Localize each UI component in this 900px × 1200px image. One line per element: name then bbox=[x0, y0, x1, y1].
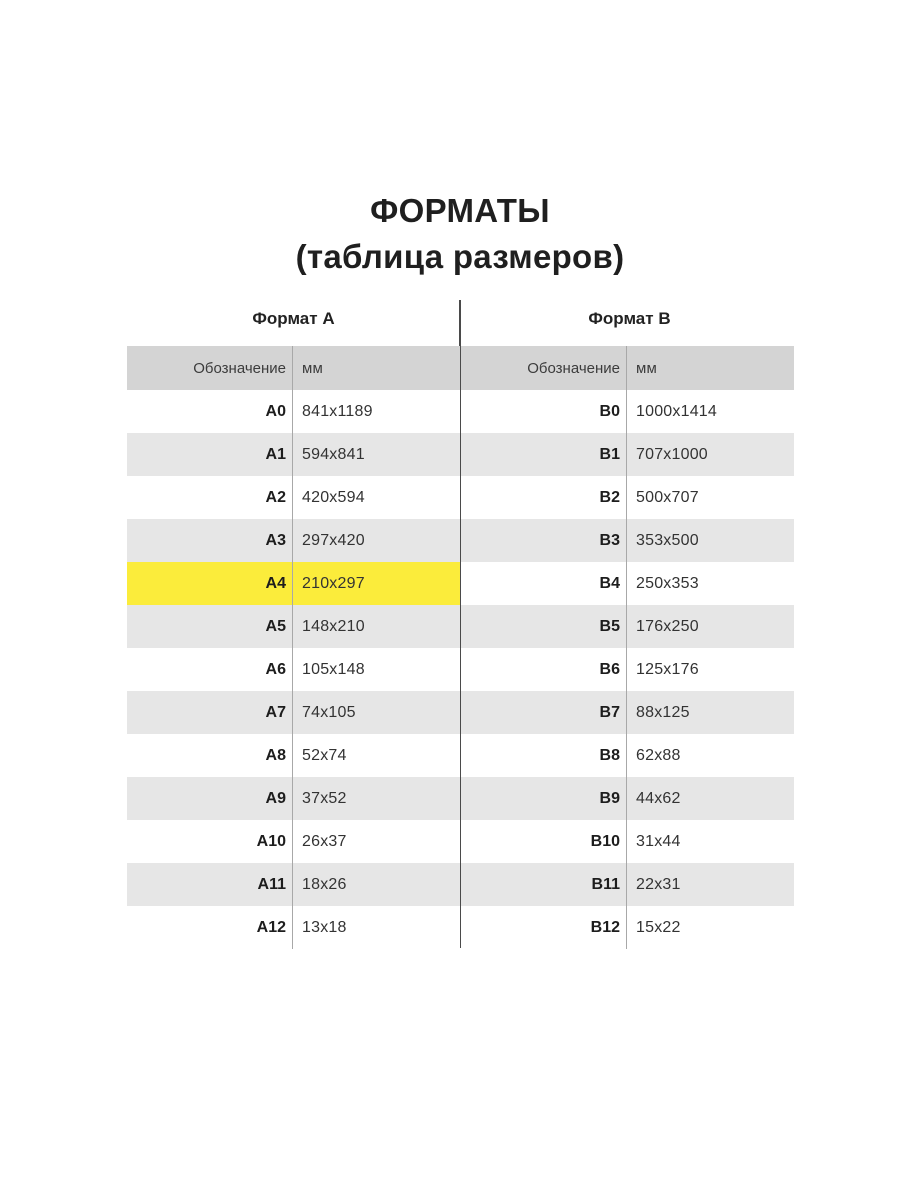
row-designation: B12 bbox=[461, 906, 627, 949]
row-size: 594x841 bbox=[302, 445, 365, 463]
row-designation: A4 bbox=[127, 562, 293, 605]
row-designation: B7 bbox=[461, 691, 627, 734]
row-designation: B1 bbox=[461, 433, 627, 476]
table-row bbox=[461, 390, 794, 433]
table-row bbox=[127, 519, 460, 562]
title-subtitle: (таблица размеров) bbox=[295, 238, 625, 275]
row-size: 31x44 bbox=[636, 832, 681, 850]
row-designation: A10 bbox=[127, 820, 293, 863]
table-row bbox=[127, 906, 460, 949]
table-row bbox=[461, 820, 794, 863]
format-a-table bbox=[127, 300, 460, 949]
table-row bbox=[127, 820, 460, 863]
row-designation: A11 bbox=[127, 863, 293, 906]
row-size: 37x52 bbox=[302, 789, 347, 807]
row-designation: B9 bbox=[461, 777, 627, 820]
row-size: 26x37 bbox=[302, 832, 347, 850]
table-row bbox=[127, 648, 460, 691]
row-size: 176x250 bbox=[636, 617, 699, 635]
row-size: 210x297 bbox=[302, 574, 365, 592]
table-row bbox=[461, 433, 794, 476]
row-size: 52x74 bbox=[302, 746, 347, 764]
table-row bbox=[127, 691, 460, 734]
row-designation: B10 bbox=[461, 820, 627, 863]
table-row bbox=[461, 863, 794, 906]
table-row bbox=[461, 691, 794, 734]
table-row bbox=[127, 390, 460, 433]
row-designation: A3 bbox=[127, 519, 293, 562]
format-b-title: Формат В bbox=[588, 309, 671, 328]
table-row bbox=[461, 777, 794, 820]
row-size: 500x707 bbox=[636, 488, 699, 506]
row-size: 22x31 bbox=[636, 875, 681, 893]
title-main: ФОРМАТЫ bbox=[370, 192, 550, 229]
table-row bbox=[461, 906, 794, 949]
table-row bbox=[127, 433, 460, 476]
row-designation: B3 bbox=[461, 519, 627, 562]
row-size: 44x62 bbox=[636, 789, 681, 807]
row-size: 105x148 bbox=[302, 660, 365, 678]
row-designation: B4 bbox=[461, 562, 627, 605]
row-size: 148x210 bbox=[302, 617, 365, 635]
row-size: 297x420 bbox=[302, 531, 365, 549]
row-size: 74x105 bbox=[302, 703, 356, 721]
table-row bbox=[461, 605, 794, 648]
row-designation: B2 bbox=[461, 476, 627, 519]
row-designation: A8 bbox=[127, 734, 293, 777]
row-size: 15x22 bbox=[636, 918, 681, 936]
page-title bbox=[0, 188, 900, 280]
row-designation: A1 bbox=[127, 433, 293, 476]
table-row bbox=[127, 863, 460, 906]
table-row bbox=[461, 476, 794, 519]
table-row bbox=[461, 519, 794, 562]
header-mm: мм bbox=[302, 359, 324, 377]
row-size: 841x1189 bbox=[302, 402, 373, 420]
table-row bbox=[127, 605, 460, 648]
row-size: 18x26 bbox=[302, 875, 347, 893]
row-size: 420x594 bbox=[302, 488, 365, 506]
row-designation: B5 bbox=[461, 605, 627, 648]
table-header-row bbox=[461, 346, 794, 390]
row-designation: B0 bbox=[461, 390, 627, 433]
table-row bbox=[127, 476, 460, 519]
row-designation: B6 bbox=[461, 648, 627, 691]
row-designation: A2 bbox=[127, 476, 293, 519]
header-mm: мм bbox=[636, 359, 658, 377]
row-size: 250x353 bbox=[636, 574, 699, 592]
row-designation: B11 bbox=[461, 863, 627, 906]
row-size: 1000x1414 bbox=[636, 402, 717, 420]
table-row bbox=[461, 734, 794, 777]
row-size: 62x88 bbox=[636, 746, 681, 764]
row-designation: A0 bbox=[127, 390, 293, 433]
row-size: 88x125 bbox=[636, 703, 690, 721]
row-designation: A7 bbox=[127, 691, 293, 734]
header-designation: Обозначение bbox=[127, 346, 293, 390]
row-designation: A12 bbox=[127, 906, 293, 949]
table-row bbox=[127, 734, 460, 777]
row-designation: A6 bbox=[127, 648, 293, 691]
table-row-highlighted bbox=[127, 562, 460, 605]
row-size: 13x18 bbox=[302, 918, 347, 936]
row-size: 125x176 bbox=[636, 660, 699, 678]
table-row bbox=[461, 648, 794, 691]
format-b-table bbox=[461, 300, 794, 949]
row-designation: B8 bbox=[461, 734, 627, 777]
format-a-title: Формат А bbox=[252, 309, 335, 328]
row-size: 353x500 bbox=[636, 531, 699, 549]
header-designation: Обозначение bbox=[461, 346, 627, 390]
row-designation: A5 bbox=[127, 605, 293, 648]
row-designation: A9 bbox=[127, 777, 293, 820]
table-row bbox=[127, 777, 460, 820]
row-size: 707x1000 bbox=[636, 445, 708, 463]
table-header-row bbox=[127, 346, 460, 390]
table-row bbox=[461, 562, 794, 605]
